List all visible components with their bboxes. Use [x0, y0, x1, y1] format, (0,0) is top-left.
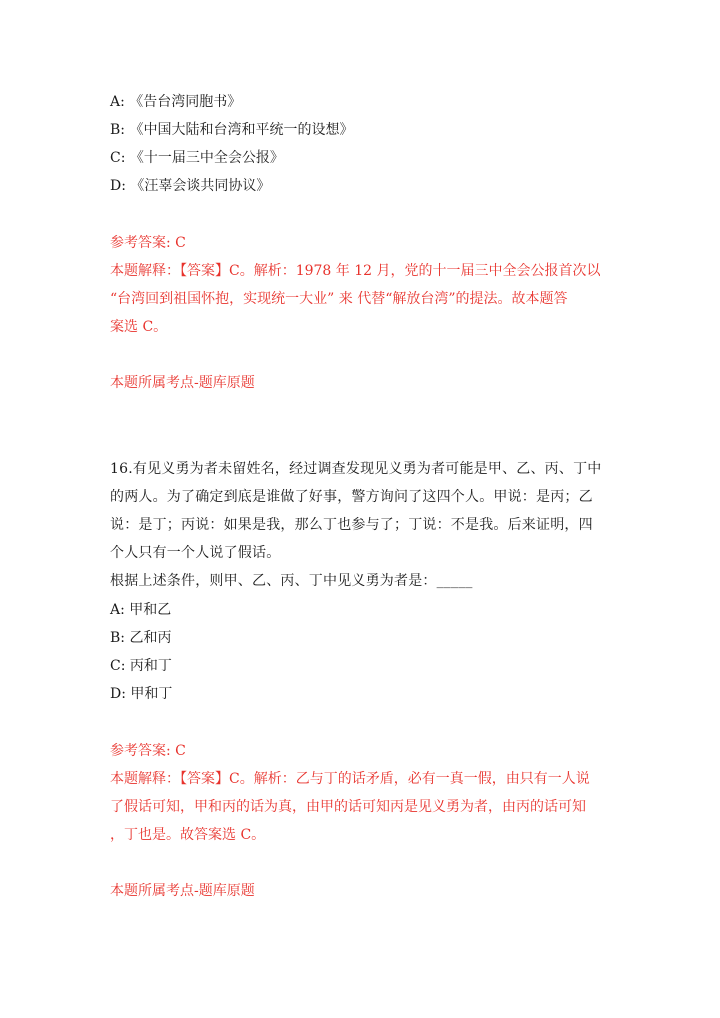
question-stem-line: 说：是丁；丙说：如果是我，那么丁也参与了；丁说：不是我。后来证明，四 [110, 517, 593, 533]
explanation-line: 案选 C。 [110, 319, 168, 335]
source-note: 本题所属考点-题库原题 [110, 375, 255, 391]
explanation-line: 了假话可知，甲和丙的话为真，由甲的话可知丙是见义勇为者，由丙的话可知 [110, 799, 586, 815]
question-stem-line: 的两人。为了确定到底是谁做了好事，警方询问了这四个人。甲说：是丙；乙 [110, 489, 593, 505]
explanation-line: ，丁也是。故答案选 C。 [110, 827, 266, 843]
option-c: C: 丙和丁 [110, 658, 172, 674]
question-stem-line: 个人只有一个人说了假话。 [110, 545, 281, 561]
explanation-line: “台湾回到祖国怀抱，实现统一大业” 来 代替“解放台湾”的提法。故本题答 [110, 291, 568, 307]
option-a: A: 《告台湾同胞书》 [110, 94, 242, 110]
answer-label: 参考答案: C [110, 235, 186, 251]
question-stem-line: 16.有见义勇为者未留姓名，经过调查发现见义勇为者可能是甲、乙、丙、丁中 [110, 461, 602, 477]
question-prompt: 根据上述条件，则甲、乙、丙、丁中见义勇为者是：_____ [110, 573, 473, 589]
explanation-line: 本题解释：【答案】C。解析：乙与丁的话矛盾，必有一真一假，由只有一人说 [110, 771, 590, 787]
option-b: B: 《中国大陆和台湾和平统一的设想》 [110, 122, 354, 138]
option-b: B: 乙和丙 [110, 630, 172, 646]
option-a: A: 甲和乙 [110, 602, 172, 618]
option-c: C: 《十一届三中全会公报》 [110, 150, 284, 166]
explanation-line: 本题解释：【答案】C。解析：1978 年 12 月，党的十一届三中全会公报首次以 [110, 263, 601, 279]
source-note: 本题所属考点-题库原题 [110, 883, 255, 899]
answer-label: 参考答案: C [110, 743, 186, 759]
option-d: D: 《汪辜会谈共同协议》 [110, 178, 271, 194]
option-d: D: 甲和丁 [110, 686, 173, 702]
